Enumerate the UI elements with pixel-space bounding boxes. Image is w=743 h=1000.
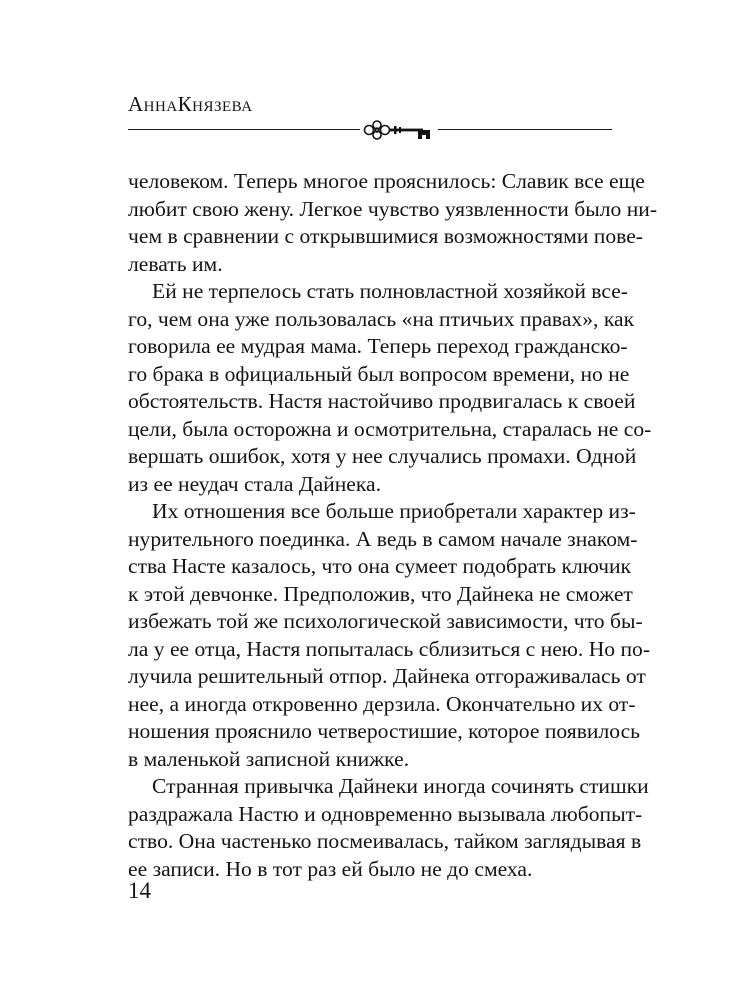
body-text xyxy=(128,168,658,883)
text-line: левать им. xyxy=(128,251,223,276)
text-line: в маленькой записной книжке. xyxy=(128,746,410,771)
text-line: избежать той же психологической зависимости, что бы- xyxy=(128,609,643,633)
text-line: из ее неудач стала Дайнека. xyxy=(128,471,382,496)
text-line: ства Насте казалось, что она сумеет подобрать ключик xyxy=(128,554,632,578)
text-line: вершать ошибок, хотя у нее случались промахи. Одной xyxy=(128,444,637,468)
text-line: обстоятельств. Настя настойчиво продвигалась к своей xyxy=(128,389,636,413)
text-line: нурительного поединка. А ведь в самом начале знаком- xyxy=(128,526,638,551)
text-line: любит свою жену. Легкое чувство уязвленности было ни- xyxy=(128,196,658,221)
text-line: го брака в официальный был вопросом времени, но не xyxy=(128,361,630,386)
text-line: цели, была осторожна и осмотрительна, старалась не со- xyxy=(128,416,652,441)
page-number: 14 xyxy=(128,878,151,903)
text-line: говорила ее мудрая мама. Теперь переход гражданско- xyxy=(128,334,628,358)
text-line: раздражала Настю и одновременно вызывала любопыт- xyxy=(128,801,643,826)
key-ornament-icon xyxy=(360,119,438,141)
text-line: ношения прояснило четверостишие, которое появилось xyxy=(128,719,641,743)
text-line: го, чем она уже пользовалась «на птичьих правах», как xyxy=(128,306,635,331)
text-line: нее, а иногда откровенно дерзила. Окончательно их от- xyxy=(128,691,636,716)
text-line: Странная привычка Дайнеки иногда сочинять стишки xyxy=(152,774,649,798)
text-line: Их отношения все больше приобретали характер из- xyxy=(152,499,636,523)
text-line: человеком. Теперь многое прояснилось: Славик все еще xyxy=(128,169,645,193)
text-line: к этой девчонке. Предположив, что Дайнека не сможет xyxy=(128,581,633,606)
running-head-author: АннаКнязева xyxy=(128,92,253,116)
text-line: лучила решительный отпор. Дайнека отгораживалась от xyxy=(128,664,646,688)
text-line: чем в сравнении с открывшимися возможностями пове- xyxy=(128,224,644,248)
text-line: ла у ее отца, Настя попыталась сблизиться с нею. Но по- xyxy=(128,636,651,661)
text-line: ство. Она частенько посмеивалась, тайком заглядывая в xyxy=(128,829,642,853)
text-line: Ей не терпелось стать полновластной хозяйкой все- xyxy=(152,279,629,303)
text-line: ее записи. Но в тот раз ей было не до смеха. xyxy=(128,856,533,881)
